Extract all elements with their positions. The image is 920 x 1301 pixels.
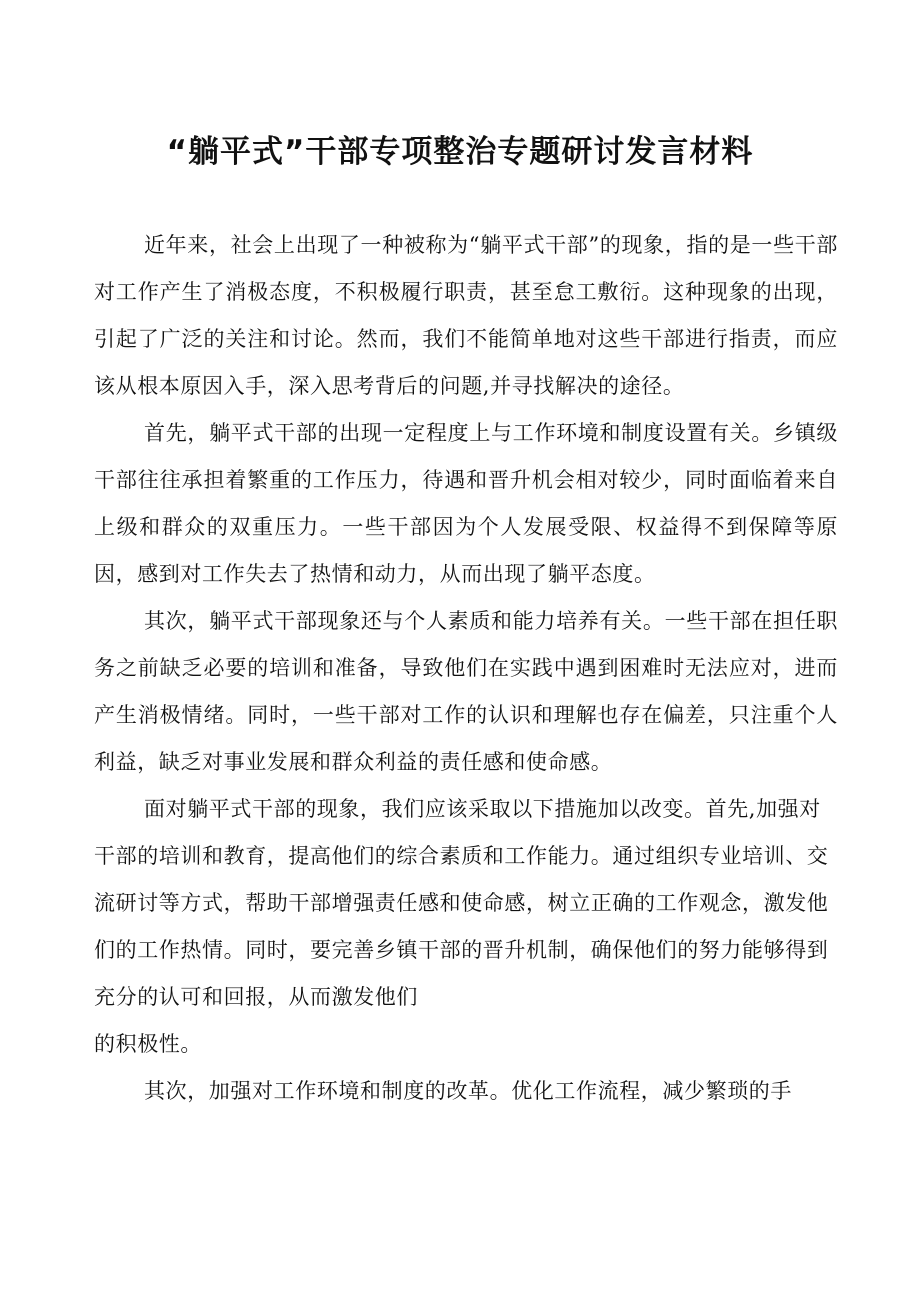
paragraph-reform: 其次，加强对工作环境和制度的改革。优化工作流程，减少繁琐的手 (144, 1079, 792, 1103)
paragraph-cause-quality: 其次，躺平式干部现象还与个人素质和能力培养有关。一些干部在担任职务之前缺乏必要的培训和准备，导致他们在实践中遇到困难时无法应对，进而产生消极情绪。同时，一些干部对工作的认识和理解也存在偏差，只注重个人利益，缺乏对事业发展和群众利益的责任感和使命感。 (94, 609, 838, 774)
paragraph-cause-environment: 首先，躺平式干部的出现一定程度上与工作环境和制度设置有关。乡镇级干部往往承担着繁重的工作压力，待遇和晋升机会相对较少，同时面临着来自上级和群众的双重压力。一些干部因为个人发展受限、权益得不到保障等原因，感到对工作失去了热情和动力，从而出现了躺平态度。 (94, 421, 838, 586)
paragraph-measures-continued: 的积极性。 (94, 1032, 202, 1056)
document-body (94, 222, 838, 1115)
document-title: “躺平式”干部专项整治专题研讨发言材料 (166, 134, 754, 170)
paragraph-intro: 近年来，社会上出现了一种被称为“躺平式干部”的现象，指的是一些干部对工作产生了消极态度，不积极履行职责，甚至怠工敷衍。这种现象的出现，引起了广泛的关注和讨论。然而，我们不能简单地对这些干部进行指责，而应该从根本原因入手，深入思考背后的问题,并寻找解决的途径。 (94, 233, 838, 398)
paragraph-measures: 面对躺平式干部的现象，我们应该采取以下措施加以改变。首先,加强对干部的培训和教育，提高他们的综合素质和工作能力。通过组织专业培训、交流研讨等方式，帮助干部增强责任感和使命感，树立正确的工作观念，激发他们的工作热情。同时，要完善乡镇干部的晋升机制，确保他们的努力能够得到充分的认可和回报，从而激发他们 (94, 797, 829, 1009)
